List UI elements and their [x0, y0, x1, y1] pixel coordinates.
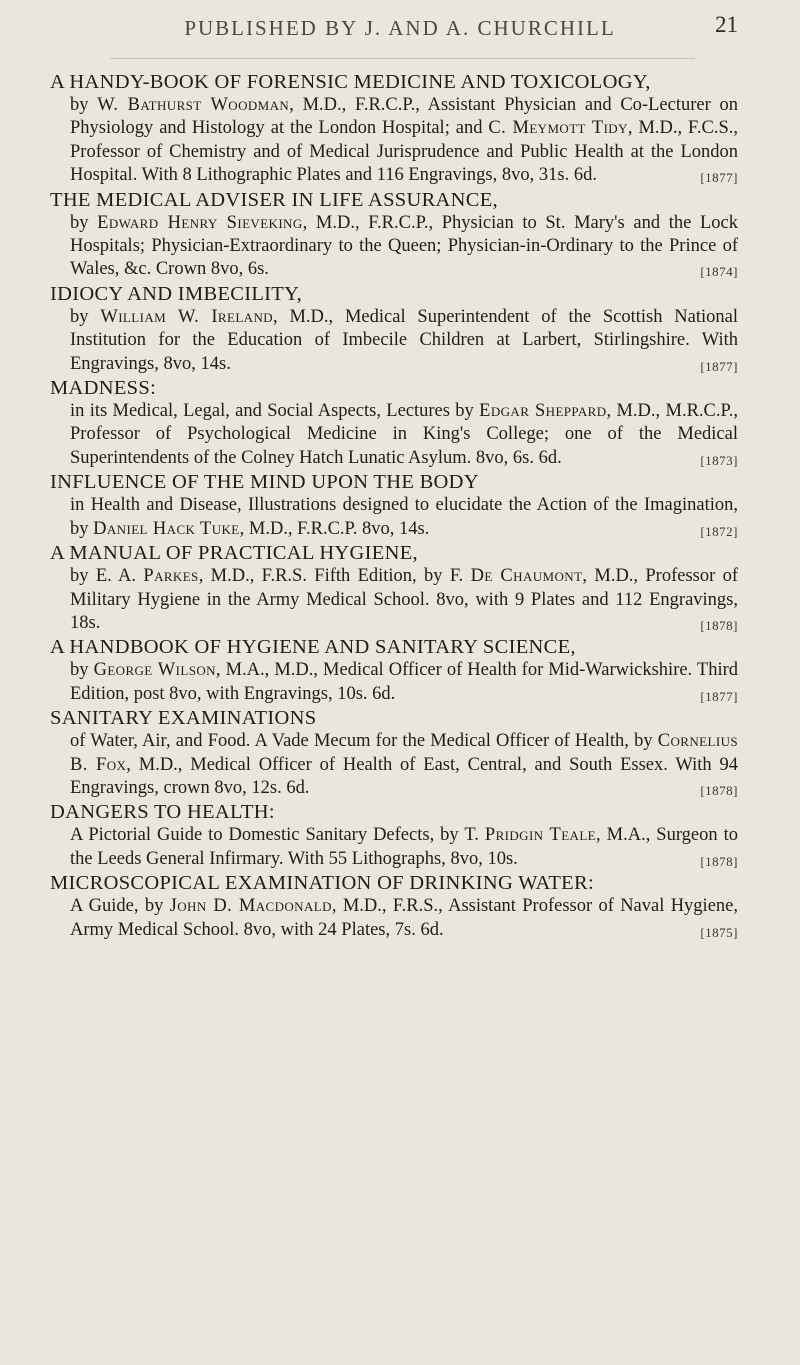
publication-year: [1878] — [700, 853, 738, 869]
entry-title: MADNESS: — [50, 377, 157, 400]
page-number: 21 — [715, 12, 738, 37]
entry-description: by William W. Ireland, M.D., Medical Superintendent of the Scottish National Institution for the Education of Imbecile Children at Larbert, Stirlingshire. With Engravings, 8vo, 14s. [1877] — [50, 306, 738, 376]
entry-title: A MANUAL OF PRACTICAL HYGIENE, — [50, 542, 418, 565]
publication-year: [1877] — [700, 170, 738, 186]
entry-title: MICROSCOPICAL EXAMINATION OF DRINKING WATER: — [50, 872, 594, 895]
entry-title: DANGERS TO HEALTH: — [50, 801, 275, 824]
running-head-title: PUBLISHED BY J. AND A. CHURCHILL — [184, 16, 616, 40]
entry-description: by W. Bathurst Woodman, M.D., F.R.C.P., Assistant Physician and Co-Lecturer on Physiology and Histology at the London Hospital; and C. Meymott Tidy, M.D., F.C.S., Professor of Chemistry and of Medical Jurisprudence and Public Health at the London Hospital. With 8 Lithographic Plates and 116 Engravings, 8vo, 31s. 6d. [1877] — [50, 94, 738, 188]
publication-year: [1878] — [700, 617, 738, 633]
header-rule — [110, 58, 695, 59]
catalogue-entry — [50, 70, 738, 188]
entry-title: A HANDY-BOOK OF FORENSIC MEDICINE AND TOXICOLOGY, — [50, 71, 651, 93]
author-name: William W. Ireland — [100, 306, 274, 327]
author-name: Pridgin Teale — [484, 825, 597, 846]
entry-description: in its Medical, Legal, and Social Aspects, Lectures by Edgar Sheppard, M.D., M.R.C.P., Professor of Psychological Medicine in King's College; one of the Medical Superintendents of the Colney Hatch Lunatic Asylum. 8vo, 6s. 6d. [1873] — [50, 400, 738, 470]
entry-description: A Pictorial Guide to Domestic Sanitary Defects, by T. Pridgin Teale, M.A., Surgeon to the Leeds General Infirmary. With 55 Lithographs, 8vo, 10s. [1878] — [50, 824, 738, 871]
running-head — [0, 10, 800, 50]
entry-title: A HANDBOOK OF HYGIENE AND SANITARY SCIENCE, — [50, 636, 576, 659]
entry-title: THE MEDICAL ADVISER IN LIFE ASSURANCE, — [50, 188, 498, 211]
author-name: Parkes — [143, 566, 199, 587]
catalogue-entries — [50, 70, 738, 944]
author-name: Daniel Hack Tuke — [93, 518, 240, 539]
catalogue-entry — [50, 282, 738, 376]
publication-year: [1873] — [700, 452, 738, 468]
catalogue-entry — [50, 871, 738, 942]
publication-year: [1874] — [700, 264, 738, 280]
catalogue-entry — [50, 470, 738, 541]
publication-year: [1875] — [700, 924, 738, 940]
entry-title: INFLUENCE OF THE MIND UPON THE BODY — [50, 471, 479, 494]
author-name: C. Meymott Tidy — [488, 118, 628, 139]
entry-description: by E. A. Parkes, M.D., F.R.S. Fifth Edition, by F. De Chaumont, M.D., Professor of Military Hygiene in the Army Medical School. 8vo, with 9 Plates and 112 Engravings, 18s. [1878] — [50, 565, 738, 635]
author-name: John D. Macdonald — [169, 896, 332, 917]
entry-description: by Edward Henry Sieveking, M.D., F.R.C.P., Physician to St. Mary's and the Lock Hospitals; Physician-Extraordinary to the Queen; Physician-in-Ordinary to the Prince of Wales, &c. Crown 8vo, 6s. [1874] — [50, 212, 738, 282]
entry-title: SANITARY EXAMINATIONS — [50, 707, 317, 730]
catalogue-entry — [50, 800, 738, 871]
entry-description: in Health and Disease, Illustrations designed to elucidate the Action of the Imagination, by Daniel Hack Tuke, M.D., F.R.C.P. 8vo, 14s. [1872] — [50, 494, 738, 541]
entry-description: of Water, Air, and Food. A Vade Mecum for the Medical Officer of Health, by Cornelius B. Fox, M.D., Medical Officer of Health of East, Central, and South Essex. With 94 Engravings, crown 8vo, 12s. 6d. [1878] — [50, 730, 738, 800]
author-name: George Wilson — [93, 660, 216, 681]
entry-description: A Guide, by John D. Macdonald, M.D., F.R.S., Assistant Professor of Naval Hygiene, Army Medical School. 8vo, with 24 Plates, 7s. 6d. [1875] — [50, 895, 738, 942]
publication-year: [1877] — [700, 688, 738, 704]
catalogue-entry — [50, 541, 738, 635]
author-name: W. Bathurst Woodman — [97, 95, 290, 115]
author-name: Edgar Sheppard — [479, 401, 607, 422]
author-name: Edward Henry Sieveking — [97, 212, 303, 233]
author-name: De Chaumont — [470, 566, 583, 587]
catalogue-entry — [50, 188, 738, 282]
publication-year: [1877] — [700, 358, 738, 374]
catalogue-entry — [50, 376, 738, 470]
catalogue-entry — [50, 635, 738, 706]
catalogue-entry — [50, 706, 738, 800]
publication-year: [1872] — [700, 523, 738, 539]
entry-title: IDIOCY AND IMBECILITY, — [50, 282, 303, 305]
entry-description: by George Wilson, M.A., M.D., Medical Officer of Health for Mid-Warwickshire. Third Edition, post 8vo, with Engravings, 10s. 6d. [1877] — [50, 659, 738, 706]
author-name: Cornelius B. Fox — [70, 731, 738, 775]
publication-year: [1878] — [700, 782, 738, 798]
